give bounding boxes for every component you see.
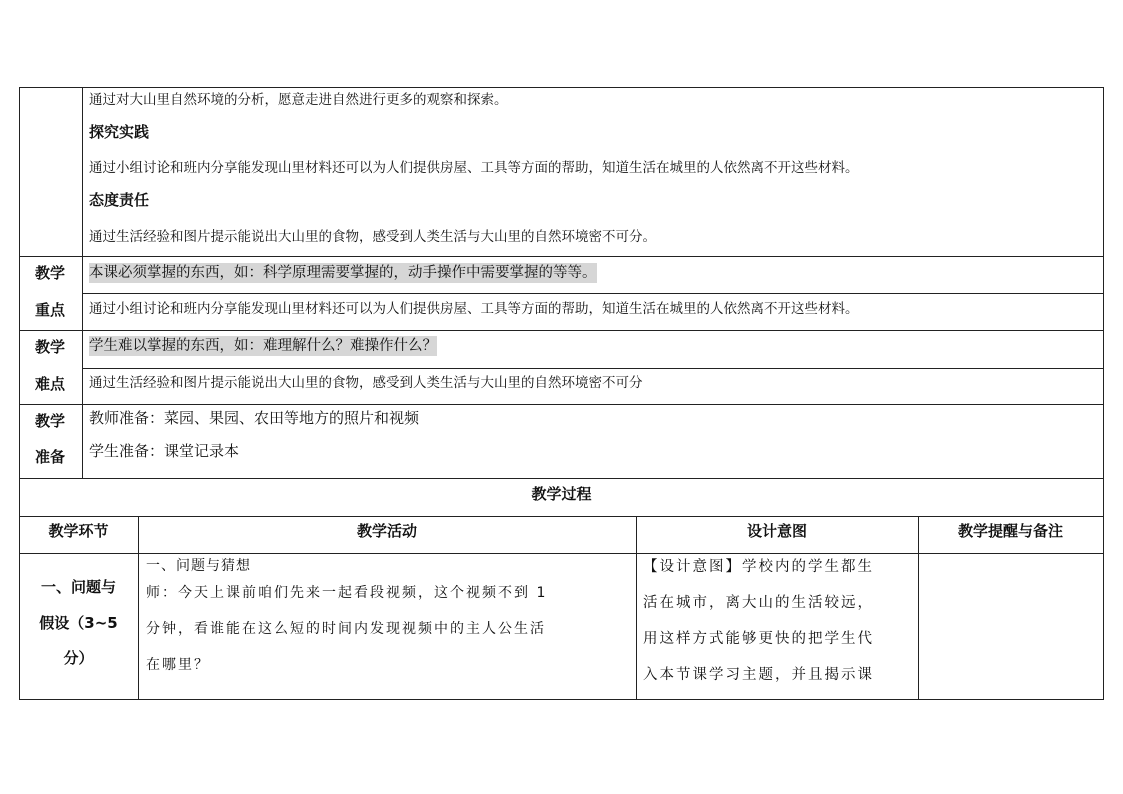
activity-line-4: 在哪里？ <box>146 657 210 673</box>
attitude-text: 通过生活经验和图片提示能说出大山里的食物，感受到人类生活与大山里的自然环境密不可分。 <box>89 229 656 245</box>
stage-line-1: 一、问题与 <box>40 578 116 596</box>
border-right <box>1103 87 1104 700</box>
key-points-content: 通过小组讨论和班内分享能发现山里材料还可以为人们提供房屋、工具等方面的帮助，知道生活在城里的人依然离不开这些材料。 <box>89 301 859 317</box>
key-points-label-1: 教学 <box>34 264 65 282</box>
difficulties-content: 通过生活经验和图片提示能说出大山里的食物，感受到人类生活与大山里的自然环境密不可分 <box>89 375 643 391</box>
activity-line-1: 一、问题与猜想 <box>146 558 251 574</box>
activity-line-2: 师：今天上课前咱们先来一起看段视频，这个视频不到 1 <box>146 585 548 601</box>
border-prep-bottom <box>19 478 1104 479</box>
stage-line-2: 假设（3~5 <box>39 614 118 632</box>
stage-line-3: 分） <box>63 649 94 667</box>
difficulties-label-2: 难点 <box>34 375 65 393</box>
border-process-title-bottom <box>19 516 1104 517</box>
border-label-column <box>82 87 83 479</box>
header-notes: 教学提醒与备注 <box>957 522 1063 540</box>
border-left <box>19 87 20 700</box>
border-col-1 <box>138 516 139 700</box>
heading-practice: 探究实践 <box>89 123 150 141</box>
teacher-preparation: 教师准备：菜园、果园、农田等地方的照片和视频 <box>89 409 420 427</box>
border-difficulty-bottom <box>19 404 1104 405</box>
border-keypoint-mid <box>82 293 1104 294</box>
intent-line-3: 用这样方式能够更快的把学生代 <box>643 631 874 647</box>
difficulties-label-1: 教学 <box>34 338 65 356</box>
border-col-2 <box>636 516 637 700</box>
preparation-label-2: 准备 <box>34 448 65 466</box>
border-keypoint-bottom <box>19 330 1104 331</box>
objective-line-1: 通过对大山里自然环境的分析，愿意走进自然进行更多的观察和探索。 <box>89 92 508 108</box>
border-objectives-bottom <box>19 256 1104 257</box>
intent-line-4: 入本节课学习主题，并且揭示课 <box>643 667 874 683</box>
intent-line-2: 活在城市，离大山的生活较远， <box>643 595 874 611</box>
header-intent: 设计意图 <box>746 522 807 540</box>
intent-line-1: 【设计意图】学校内的学生都生 <box>643 559 874 575</box>
student-preparation: 学生准备：课堂记录本 <box>89 442 240 460</box>
practice-text: 通过小组讨论和班内分享能发现山里材料还可以为人们提供房屋、工具等方面的帮助，知道生活在城里的人依然离不开这些材料。 <box>89 160 859 176</box>
key-points-hint: 本课必须掌握的东西，如：科学原理需要掌握的，动手操作中需要掌握的等等。 <box>89 265 597 281</box>
process-title: 教学过程 <box>531 485 592 503</box>
activity-line-3: 分钟，看谁能在这么短的时间内发现视频中的主人公生活 <box>146 621 546 637</box>
key-points-label-2: 重点 <box>34 301 65 319</box>
difficulties-hint: 学生难以掌握的东西，如：难理解什么？难操作什么？ <box>89 338 437 354</box>
header-activity: 教学活动 <box>356 522 417 540</box>
border-col-3 <box>918 516 919 700</box>
border-top <box>19 87 1104 88</box>
border-header-bottom <box>19 553 1104 554</box>
preparation-label-1: 教学 <box>34 412 65 430</box>
border-bottom <box>19 699 1104 700</box>
border-difficulty-mid <box>82 368 1104 369</box>
heading-attitude: 态度责任 <box>89 191 150 209</box>
header-stage: 教学环节 <box>48 522 109 540</box>
